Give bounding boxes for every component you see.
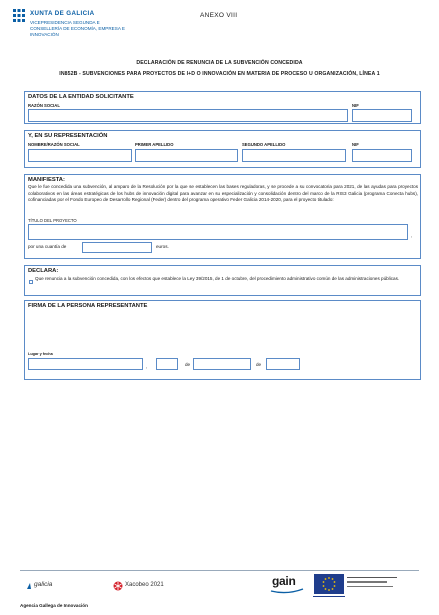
month-field[interactable]: [193, 358, 251, 370]
de-label-1: de: [185, 362, 191, 367]
xunta-logo: [12, 8, 125, 48]
amount-field[interactable]: [82, 242, 152, 253]
footer-divider: [20, 570, 419, 571]
department-name: VICEPRESIDENCIA SEGUNDA E CONSELLERÍA DE ECONOMÍA, EMPRESA E INNOVACIÓN: [30, 20, 125, 37]
eu-caption-mark: [313, 596, 345, 597]
document-title: DECLARACIÓN DE RENUNCIA DE LA SUBVENCIÓN CONCEDIDA: [136, 60, 303, 66]
galicia-wordmark: galicia: [34, 581, 53, 588]
rep-nif-field[interactable]: [352, 149, 412, 162]
place-field[interactable]: [28, 358, 143, 370]
gain-wordmark: gain: [272, 574, 296, 588]
place-comma: ,: [146, 364, 148, 369]
company-name-field[interactable]: [28, 109, 348, 122]
rep-name-label: NOMBRE/RAZÓN SOCIAL: [28, 142, 80, 147]
eu-stars-icon: [314, 574, 344, 594]
eu-fund-text-block: [347, 575, 409, 593]
representative-section: [24, 130, 421, 168]
xunta-crest-icon: [12, 8, 26, 24]
org-name: XUNTA DE GALICIA: [30, 10, 95, 17]
project-title-field[interactable]: [28, 224, 408, 240]
declara-checkbox[interactable]: [29, 280, 33, 284]
eu-flag-icon: [314, 574, 344, 594]
project-title-comma: ,: [411, 233, 413, 238]
applicant-nif-field[interactable]: [352, 109, 412, 122]
rep-name-field[interactable]: [28, 149, 132, 162]
gain-logo: [270, 574, 310, 596]
declara-section-title: DECLARA:: [28, 268, 59, 274]
rep-surname1-label: PRIMER APELLIDO: [135, 142, 174, 147]
manifiesta-text: Que le fue concedida una subvención, al amparo de la Resolución por la que se establecen las bases reguladoras, y se procede a su convocatoria para 2021, de las ayudas para proyectos colaborativos en las áreas estratégicas de los hubs de innovación digital para avanzar en su especialización y consolidación dentro del marco de la RIS3 Galicia (programa Conecta hubs), cofinanciadas por el Fondo Europeo de Desarrollo Regional (Feder) dentro del programa operativo Feder Galicia 2014-2020, para el proyecto titulado:: [28, 184, 418, 203]
applicant-section: [24, 91, 421, 124]
applicant-section-title: DATOS DE LA ENTIDAD SOLICITANTE: [28, 94, 134, 100]
signature-section: [24, 300, 421, 380]
project-title-label: TÍTULO DEL PROYECTO: [28, 218, 77, 223]
applicant-nif-label: NIF: [352, 103, 359, 108]
manifiesta-section: [24, 174, 421, 259]
rep-surname2-label: SEGUNDO APELLIDO: [242, 142, 286, 147]
company-name-label: RAZÓN SOCIAL: [28, 103, 60, 108]
place-date-label: Lugar y fecha: [28, 352, 53, 356]
rep-surname2-field[interactable]: [242, 149, 346, 162]
xacobeo-shell-icon: [113, 581, 123, 591]
de-label-2: de: [256, 362, 262, 367]
declara-text: Que renuncia a la subvención concedida, con los efectos que establece la Ley 39/2015, de 1 de octubre, del procedimiento administrativo común de las administraciones públicas.: [35, 276, 400, 281]
annex-label: ANEXO VIII: [200, 12, 238, 19]
rep-surname1-field[interactable]: [135, 149, 238, 162]
document-subtitle: IN852B - SUBVENCIONES PARA PROYECTOS DE I+D O INNOVACIÓN EN MATERIA DE PROCESO U ORGANIZACIÓN, LÍNEA 1: [59, 71, 380, 77]
manifiesta-section-title: MANIFIESTA:: [28, 177, 65, 183]
amount-prefix: por una cuantía de: [28, 244, 67, 249]
amount-suffix: euros.: [156, 244, 169, 249]
gain-swoosh-icon: [270, 588, 304, 594]
rep-nif-label: NIF: [352, 142, 359, 147]
day-field[interactable]: [156, 358, 178, 370]
signature-section-title: FIRMA DE LA PERSONA REPRESENTANTE: [28, 303, 148, 309]
xacobeo-wordmark: Xacobeo 2021: [125, 582, 164, 588]
galicia-logo: [26, 578, 76, 594]
xacobeo-logo: [113, 578, 183, 594]
year-field[interactable]: [266, 358, 300, 370]
declara-section: [24, 265, 421, 296]
representative-section-title: Y, EN SU REPRESENTACIÓN: [28, 133, 108, 139]
agency-name: Agencia Gallega de Innovación: [20, 603, 88, 608]
